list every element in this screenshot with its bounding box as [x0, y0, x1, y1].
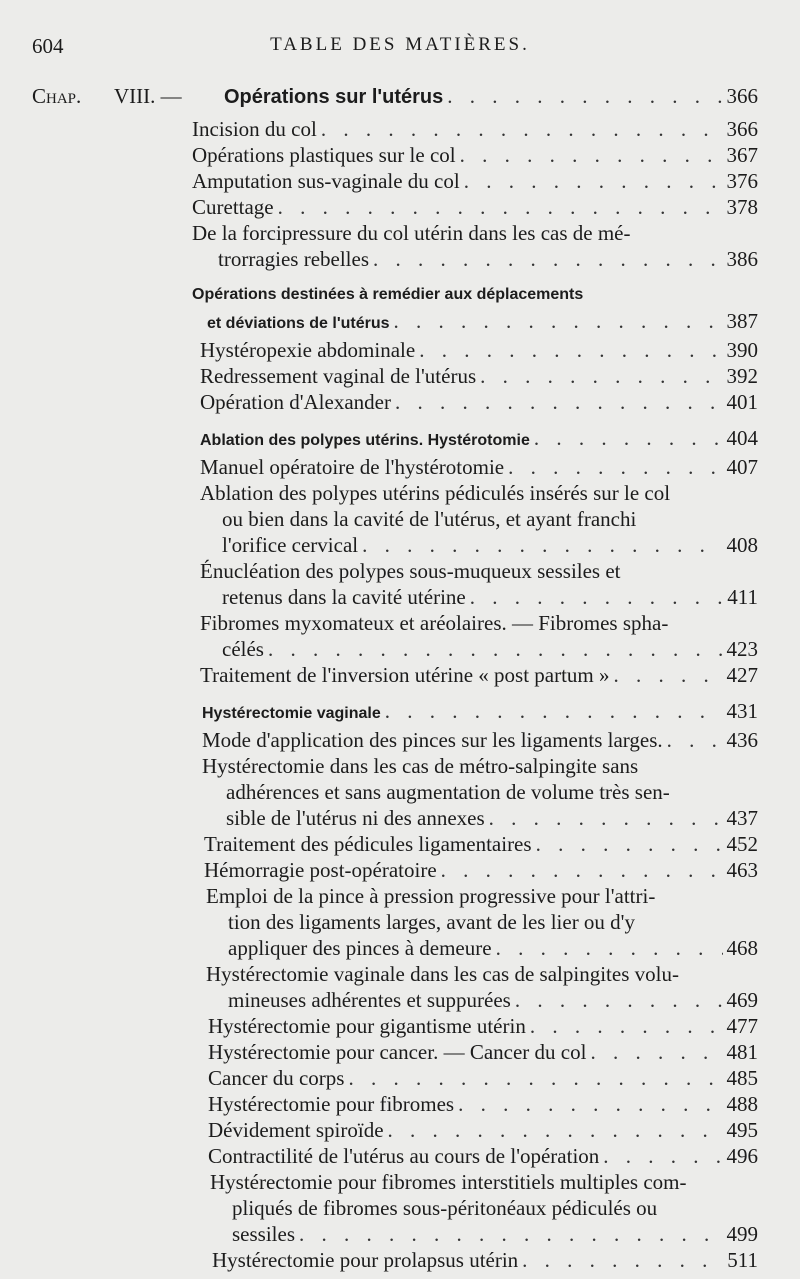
- toc-entry-line: [202, 779, 758, 805]
- toc-entry-page: 407: [726, 455, 758, 479]
- toc-entry: [192, 168, 758, 194]
- toc-entry-page: 423: [726, 637, 758, 661]
- toc-entry-page: 436: [726, 728, 758, 752]
- chapter-number: VIII. —: [114, 84, 182, 108]
- toc-entry-page: 485: [726, 1066, 758, 1090]
- toc-entry-text: sible de l'utérus ni des annexes: [226, 806, 485, 830]
- toc-entry-page: 431: [726, 699, 758, 723]
- toc-entry-text: trorragies rebelles: [218, 247, 370, 271]
- dot-leader: [614, 662, 723, 688]
- toc-entry-page: 401: [726, 390, 758, 414]
- toc-entry-line: [206, 909, 758, 935]
- dot-leader: [394, 308, 723, 334]
- toc-entry-page: 411: [727, 585, 758, 609]
- toc-entry-line: [208, 1065, 758, 1091]
- toc-entry: [208, 1091, 758, 1117]
- toc-entry: [208, 1117, 758, 1143]
- toc-entry-text: Hystérectomie pour fibromes interstitiels multiples com-: [210, 1170, 687, 1194]
- dot-leader: [441, 857, 723, 883]
- dot-leader: [470, 584, 724, 610]
- toc-entry: [208, 1143, 758, 1169]
- toc-entry-page: 387: [726, 309, 758, 333]
- toc-entry-text: Fibromes myxomateux et aréolaires. — Fibromes spha-: [200, 611, 669, 635]
- toc-entry: [212, 1247, 758, 1273]
- toc-entry-page: 390: [726, 338, 758, 362]
- chapter-heading: [32, 84, 758, 112]
- toc-entry-line: [192, 246, 758, 272]
- toc-entry: [202, 727, 758, 753]
- dot-leader: [278, 194, 723, 220]
- dot-leader: [603, 1143, 722, 1169]
- toc-entry-text: Hystérectomie pour cancer. — Cancer du col: [208, 1040, 587, 1064]
- toc-entry-page: 427: [726, 663, 758, 687]
- toc-entry-text: Hystérectomie pour gigantisme utérin: [208, 1014, 526, 1038]
- toc-entry-text: Incision du col: [192, 117, 317, 141]
- dot-leader: [348, 1065, 722, 1091]
- toc-entry-line: [212, 1247, 758, 1273]
- dot-leader: [522, 1247, 723, 1273]
- toc-entry-line: [206, 987, 758, 1013]
- toc-entry: [206, 883, 758, 961]
- toc-entry-text: appliquer des pinces à demeure: [228, 936, 492, 960]
- toc-entry-page: 404: [726, 426, 758, 450]
- toc-section-heading: [192, 282, 758, 337]
- dot-leader: [362, 532, 722, 558]
- toc-entry-text: Hystéropexie abdominale: [200, 338, 416, 362]
- toc-entry: [192, 194, 758, 220]
- toc-entry-page: 408: [726, 533, 758, 557]
- dot-leader: [534, 425, 723, 451]
- toc-entry-text: Traitement des pédicules ligamentaires: [204, 832, 532, 856]
- toc-entry-text: Traitement de l'inversion utérine « post partum »: [200, 663, 610, 687]
- toc-entry-line: [204, 857, 758, 883]
- toc-entry-text: ou bien dans la cavité de l'utérus, et ayant franchi: [222, 507, 637, 531]
- toc-entry: [200, 558, 758, 610]
- toc-entry-line: [202, 698, 758, 727]
- toc-entry-line: [200, 337, 758, 363]
- toc-entry-text: Ablation des polypes utérins pédiculés insérés sur le col: [200, 481, 671, 505]
- toc-entry-line: [206, 961, 758, 987]
- dot-leader: [508, 454, 722, 480]
- toc-entry-line: [192, 168, 758, 194]
- dot-leader: [385, 698, 723, 724]
- toc-entry-text: l'orifice cervical: [222, 533, 359, 557]
- toc-entry-line: [200, 506, 758, 532]
- toc-entry-page: 481: [726, 1040, 758, 1064]
- toc-entry-line: [200, 389, 758, 415]
- toc-entry-line: [200, 610, 758, 636]
- toc-entry-line: [208, 1091, 758, 1117]
- dot-leader: [496, 935, 723, 961]
- toc-entry-line: [210, 1195, 758, 1221]
- toc-entry-line: [200, 584, 758, 610]
- dot-leader: [321, 116, 723, 142]
- toc-entry-line: [206, 883, 758, 909]
- toc-entry: [208, 1065, 758, 1091]
- toc-entry-line: [204, 831, 758, 857]
- toc-entry-text: Hystérectomie vaginale dans les cas de salpingites volu-: [206, 962, 679, 986]
- toc-entry: [208, 1039, 758, 1065]
- dot-leader: [536, 831, 723, 857]
- toc-entry-text: tion des ligaments larges, avant de les lier ou d'y: [228, 910, 635, 934]
- dot-leader: [667, 727, 723, 753]
- toc-entry-line: [208, 1013, 758, 1039]
- toc-entry: [200, 662, 758, 688]
- page-number: 604: [32, 34, 64, 58]
- toc-entry: [208, 1013, 758, 1039]
- toc-entry: [200, 454, 758, 480]
- toc-entry-text: Hystérectomie vaginale: [202, 705, 381, 722]
- dot-leader: [458, 1091, 722, 1117]
- toc-entry-page: 511: [727, 1248, 758, 1272]
- table-of-contents: [0, 116, 800, 1273]
- toc-entry-text: mineuses adhérentes et suppurées: [228, 988, 511, 1012]
- dot-leader: [489, 805, 723, 831]
- toc-entry: [192, 116, 758, 142]
- toc-entry-line: [200, 662, 758, 688]
- toc-entry-line: [208, 1143, 758, 1169]
- toc-entry-line: [202, 727, 758, 753]
- toc-entry-page: 376: [726, 169, 758, 193]
- dot-leader: [447, 84, 722, 109]
- toc-entry-text: Opérations destinées à remédier aux déplacements: [192, 286, 584, 303]
- toc-section-heading: [202, 698, 758, 727]
- toc-entry-text: Curettage: [192, 195, 274, 219]
- toc-entry-page: 488: [726, 1092, 758, 1116]
- running-head: TABLE DES MATIÈRES.: [270, 34, 530, 55]
- toc-entry-line: [210, 1221, 758, 1247]
- toc-entry-text: Ablation des polypes utérins. Hystérotomie: [200, 432, 530, 449]
- toc-entry: [192, 220, 758, 272]
- dot-leader: [480, 363, 722, 389]
- toc-entry-line: [208, 1039, 758, 1065]
- toc-entry-page: 499: [726, 1222, 758, 1246]
- toc-entry-line: [208, 1117, 758, 1143]
- toc-entry-page: 496: [726, 1144, 758, 1168]
- dot-leader: [419, 337, 722, 363]
- toc-entry-page: 378: [726, 195, 758, 219]
- toc-entry-page: 463: [726, 858, 758, 882]
- toc-entry-text: Mode d'application des pinces sur les ligaments larges.: [202, 728, 663, 752]
- toc-entry-text: Opérations plastiques sur le col: [192, 143, 456, 167]
- chapter-title: Opérations sur l'utérus: [224, 86, 444, 108]
- toc-entry: [200, 389, 758, 415]
- toc-entry-text: et déviations de l'utérus: [207, 315, 390, 332]
- toc-entry-line: [200, 558, 758, 584]
- toc-entry-text: Hystérectomie pour prolapsus utérin: [212, 1248, 519, 1272]
- toc-section-heading: [200, 425, 758, 454]
- dot-leader: [530, 1013, 723, 1039]
- toc-entry-line: [206, 935, 758, 961]
- dot-leader: [373, 246, 722, 272]
- toc-entry-line: [192, 220, 758, 246]
- toc-entry-text: Redressement vaginal de l'utérus: [200, 364, 477, 388]
- dot-leader: [590, 1039, 722, 1065]
- toc-entry: [202, 753, 758, 831]
- toc-entry-page: 477: [726, 1014, 758, 1038]
- toc-entry-line: [192, 116, 758, 142]
- toc-entry-text: sessiles: [232, 1222, 295, 1246]
- toc-entry: [210, 1169, 758, 1247]
- toc-entry-line: [202, 753, 758, 779]
- toc-entry: [200, 480, 758, 558]
- toc-entry: [200, 363, 758, 389]
- dot-leader: [268, 636, 723, 662]
- toc-entry-text: Manuel opératoire de l'hystérotomie: [200, 455, 505, 479]
- toc-entry-page: 437: [726, 806, 758, 830]
- toc-entry-line: [200, 454, 758, 480]
- toc-entry-page: 392: [726, 364, 758, 388]
- toc-entry-text: Énucléation des polypes sous-muqueux sessiles et: [200, 559, 621, 583]
- toc-entry-text: adhérences et sans augmentation de volume très sen-: [226, 780, 670, 804]
- toc-entry-text: Dévidement spiroïde: [208, 1118, 384, 1142]
- toc-entry-line: [200, 425, 758, 454]
- toc-entry: [192, 142, 758, 168]
- toc-entry-line: [200, 636, 758, 662]
- toc-entry-page: 452: [726, 832, 758, 856]
- toc-entry-page: 495: [726, 1118, 758, 1142]
- toc-entry: [200, 610, 758, 662]
- toc-entry-line: [210, 1169, 758, 1195]
- toc-entry-text: De la forcipressure du col utérin dans les cas de mé-: [192, 221, 631, 245]
- toc-entry-line: [192, 282, 758, 308]
- toc-entry-line: [202, 805, 758, 831]
- dot-leader: [464, 168, 723, 194]
- dot-leader: [388, 1117, 723, 1143]
- toc-entry-text: Hystérectomie pour fibromes: [208, 1092, 455, 1116]
- toc-entry-line: [192, 142, 758, 168]
- toc-entry-page: 386: [726, 247, 758, 271]
- toc-entry: [204, 831, 758, 857]
- toc-entry-line: [200, 480, 758, 506]
- toc-entry-page: 469: [726, 988, 758, 1012]
- toc-entry-text: Cancer du corps: [208, 1066, 345, 1090]
- toc-entry-text: Emploi de la pince à pression progressive pour l'attri-: [206, 884, 656, 908]
- toc-entry-text: Hystérectomie dans les cas de métro-salpingite sans: [202, 754, 639, 778]
- toc-entry-text: pliqués de fibromes sous-péritonéaux pédiculés ou: [232, 1196, 658, 1220]
- toc-entry-page: 367: [726, 143, 758, 167]
- toc-entry-line: [192, 308, 758, 337]
- toc-entry-text: Contractilité de l'utérus au cours de l'opération: [208, 1144, 600, 1168]
- toc-entry-line: [200, 532, 758, 558]
- toc-entry-text: retenus dans la cavité utérine: [222, 585, 466, 609]
- toc-entry-text: célés: [222, 637, 264, 661]
- dot-leader: [515, 987, 723, 1013]
- toc-entry-line: [200, 363, 758, 389]
- toc-entry-text: Opération d'Alexander: [200, 390, 391, 414]
- toc-entry-line: [192, 194, 758, 220]
- toc-entry: [200, 337, 758, 363]
- toc-entry: [204, 857, 758, 883]
- dot-leader: [395, 389, 723, 415]
- toc-entry-text: Amputation sus-vaginale du col: [192, 169, 460, 193]
- dot-leader: [299, 1221, 723, 1247]
- toc-entry-text: Hémorragie post-opératoire: [204, 858, 437, 882]
- chapter-label: Chap.: [32, 84, 82, 108]
- chapter-page: 366: [726, 84, 758, 108]
- toc-entry-page: 468: [726, 936, 758, 960]
- dot-leader: [460, 142, 723, 168]
- toc-entry: [206, 961, 758, 1013]
- toc-entry-page: 366: [726, 117, 758, 141]
